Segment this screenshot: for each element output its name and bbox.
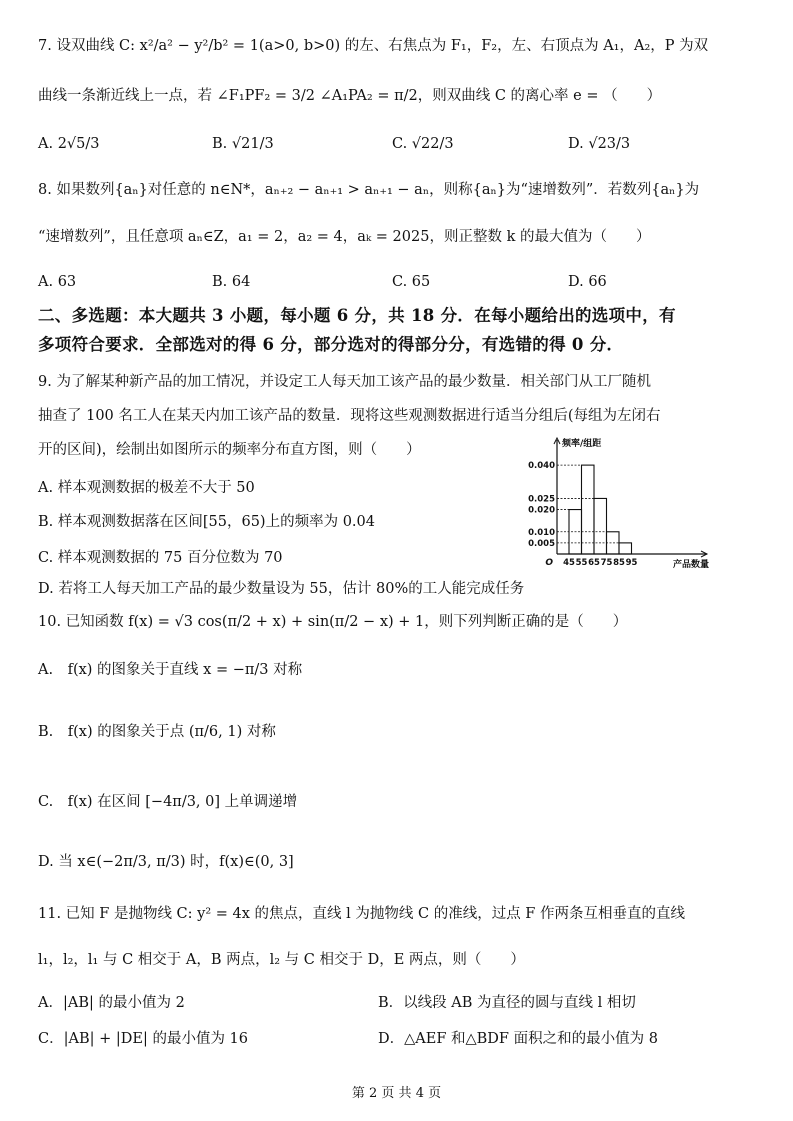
x-axis-label: 产品数量 [672,560,709,570]
origin-label: O [545,558,553,568]
q8-option-b: B. 64 [212,274,251,290]
q8-option-c: C. 65 [392,274,431,290]
q9-option-b: B. 样本观测数据落在区间[55，65)上的频率为 0.04 [38,514,375,530]
q8-stem-line1: 8. 如果数列{aₙ}对任意的 n∈N*，aₙ₊₂ − aₙ₊₁ > aₙ₊₁ − aₙ，则称{aₙ}为“速增数列”．若数列{aₙ}为 [38,182,700,198]
q11-option-b: B．以线段 AB 为直径的圆与直线 l 相切 [378,995,636,1011]
histogram-bar [582,465,595,554]
q9-stem-line2: 抽查了 100 名工人在某天内加工该产品的数量．现将这些观测数据进行适当分组后(每组为左闭右 [38,408,661,424]
q7-option-c: C. √22/3 [392,136,454,152]
x-tick-label: 95 [625,558,638,568]
q11-option-c: C．|AB| + |DE| 的最小值为 16 [38,1031,249,1047]
q10-option-b: B. f(x) 的图象关于点 (π/6, 1) 对称 [38,724,276,740]
q10-option-c: C. f(x) 在区间 [−4π/3, 0] 上单调递增 [38,794,298,810]
q10-option-a: A. f(x) 的图象关于直线 x = −π/3 对称 [38,662,303,678]
histogram-bar [619,543,632,554]
x-tick-label: 75 [600,558,613,568]
q11-option-a: A．|AB| 的最小值为 2 [38,995,185,1011]
q7-option-a: A. 2√5/3 [38,136,100,152]
q9-option-c: C. 样本观测数据的 75 百分位数为 70 [38,550,283,566]
y-tick-label: 0.010 [528,527,555,538]
histogram-bar [594,498,607,554]
y-tick-label: 0.025 [528,494,555,505]
y-tick-label: 0.040 [528,461,555,472]
q8-option-a: A. 63 [38,274,77,290]
q9-option-d: D. 若将工人每天加工产品的最少数量设为 55，估计 80%的工人能完成任务 [38,581,525,597]
q10-option-d: D. 当 x∈(−2π/3, π/3) 时，f(x)∈(0, 3] [38,854,294,870]
q11-stem-line2: l₁，l₂，l₁ 与 C 相交于 A，B 两点，l₂ 与 C 相交于 D，E 两点，则（ ） [38,952,525,968]
q9-option-a: A. 样本观测数据的极差不大于 50 [38,480,255,496]
q9-stem-line1: 9. 为了解某种新产品的加工情况，并设定工人每天加工该产品的最少数量．相关部门从工厂随机 [38,374,651,390]
q8-stem-line2: “速增数列”，且任意项 aₙ∈Z，a₁ = 2，a₂ = 4，aₖ = 2025，则正整数 k 的最大值为（ ） [38,229,651,245]
section-heading-line1: 二、多选题：本大题共 3 小题，每小题 6 分，共 18 分．在每小题给出的选项中，有 [38,306,676,325]
q7-stem-line1: 7. 设双曲线 C: x²/a² − y²/b² = 1(a>0, b>0) 的左、右焦点为 F₁，F₂，左、右顶点为 A₁，A₂，P 为双 [38,38,709,54]
x-tick-label: 45 [563,558,575,568]
q10-stem: 10. 已知函数 f(x) = √3 cos(π/2 + x) + sin(π/2 − x) + 1，则下列判断正确的是（ ） [38,614,628,630]
q7-stem-line2: 曲线一条渐近线上一点，若 ∠F₁PF₂ = 3/2 ∠A₁PA₂ = π/2，则双曲线 C 的离心率 e = （ ） [38,88,662,104]
frequency-histogram [515,436,715,576]
q7-option-d: D. √23/3 [568,136,631,152]
page-footer: 第 2 页 共 4 页 [351,1086,442,1101]
y-axis-label: 频率/组距 [562,439,602,449]
section-heading-line2: 多项符合要求．全部选对的得 6 分，部分选对的得部分分，有选错的得 0 分． [38,335,624,354]
x-tick-label: 85 [613,558,625,568]
x-tick-label: 55 [575,558,588,568]
y-tick-label: 0.020 [528,505,555,516]
q11-stem-line1: 11. 已知 F 是抛物线 C: y² = 4x 的焦点，直线 l 为抛物线 C 的准线，过点 F 作两条互相垂直的直线 [38,906,685,922]
x-tick-label: 65 [588,558,600,568]
q8-option-d: D. 66 [568,274,607,290]
y-tick-label: 0.005 [528,538,555,549]
q7-option-b: B. √21/3 [212,136,274,152]
q11-option-d: D．△AEF 和△BDF 面积之和的最小值为 8 [378,1031,658,1047]
q9-stem-line3: 开的区间)，绘制出如图所示的频率分布直方图，则（ ） [38,442,421,458]
